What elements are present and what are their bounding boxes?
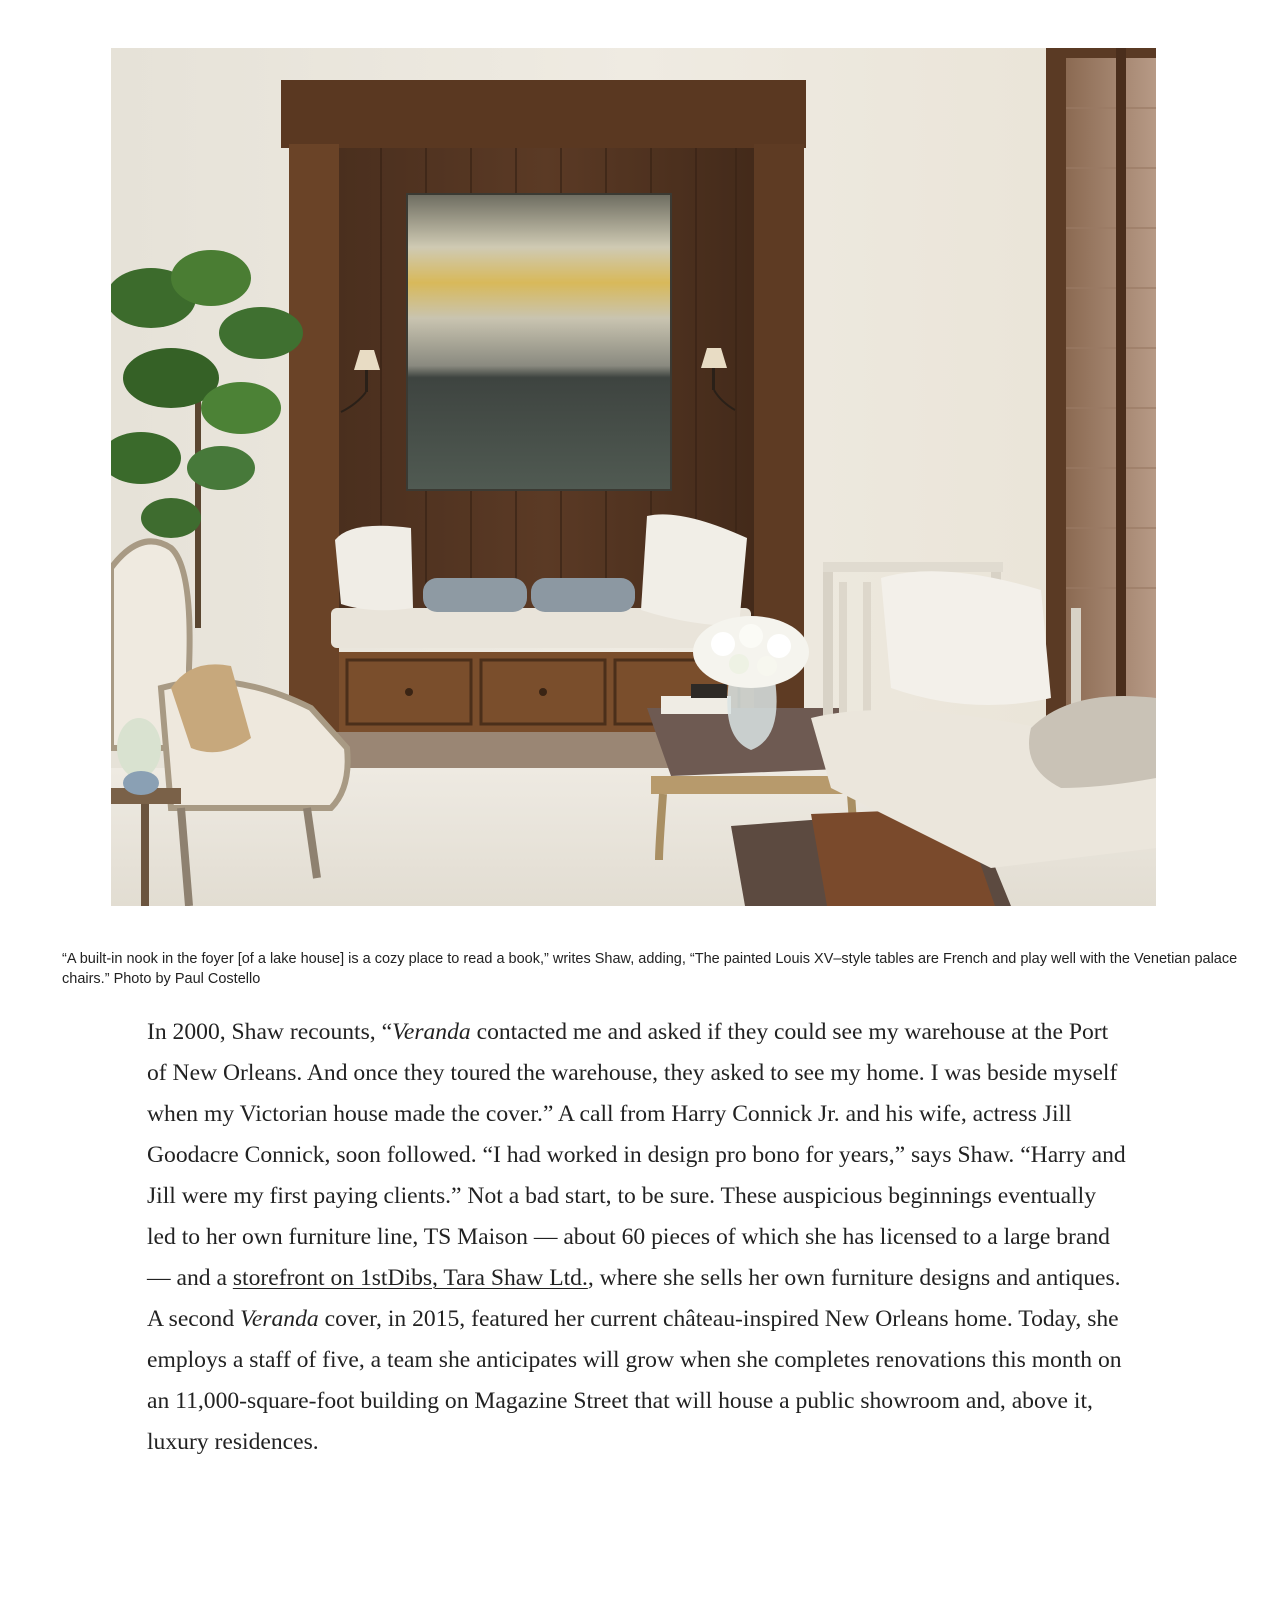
article-photo [111, 48, 1156, 906]
storefront-link[interactable]: storefront on 1stDibs, Tara Shaw Ltd. [232, 1265, 588, 1291]
article-text-3: , where she sells her own furniture designs and antiques. A second [147, 1265, 1121, 1332]
article-text-2: contacted me and asked if they could see my warehouse at the Port of New Orleans. And once they toured the warehouse, they asked to see my home. I was beside myself when my Victorian house made the cover.” A call from Harry Connick Jr. and his wife, actress Jill Goodacre Connick, soon followed. “I had worked in design pro bono for years,” says Shaw. “Harry and Jill were my first paying clients.” Not a bad start, to be sure. These auspicious beginnings eventually led to her own furniture line, TS Maison — about 60 pieces of which she has licensed to a large brand — and a [147, 1019, 1126, 1291]
photo-caption: “A built-in nook in the foyer [of a lake house] is a cozy place to read a book,” writes Shaw, adding, “The painted Louis XV–style tables are French and play well with the Venetian palace chairs.” Photo by Paul Costello [62, 951, 1238, 987]
publication-title-1: Veranda [392, 1019, 471, 1045]
article-paragraph [147, 1012, 1127, 1463]
article-text-1: In 2000, Shaw recounts, “ [147, 1019, 393, 1045]
publication-title-2: Veranda [240, 1306, 319, 1332]
article-text-4: cover, in 2015, featured her current château-inspired New Orleans home. Today, she employs a staff of five, a team she anticipates will grow when she completes renovations this month on an 11,000-square-foot building on Magazine Street that will house a public showroom and, above it, luxury residences. [147, 1306, 1122, 1455]
